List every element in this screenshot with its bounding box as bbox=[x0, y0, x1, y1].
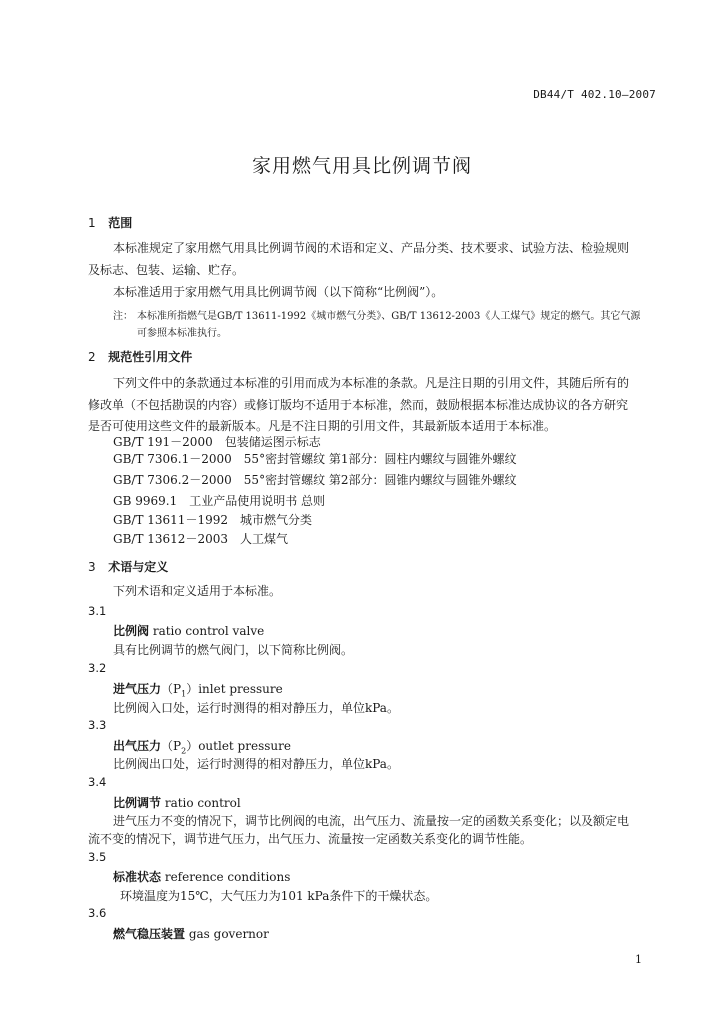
term-symbol: $(P_2)$ bbox=[161, 739, 199, 756]
term-en: reference conditions bbox=[164, 870, 291, 884]
term-cn: 出气压力 bbox=[113, 739, 162, 753]
term-definition: 进气压力不变的情况下，调节比例阀的电流，出气压力、流量按一定的函数关系变化；以及额定电 bbox=[113, 814, 630, 828]
section-2-heading bbox=[88, 348, 192, 365]
term-cn: 比例调节 bbox=[113, 796, 162, 810]
note-line: 本标准所指燃气是GB/T 13611-1992《城市燃气分类》、GB/T 13612-2003《人工煤气》规定的燃气。其它气源 bbox=[137, 311, 641, 322]
paragraph-line: 本标准适用于家用燃气用具比例调节阀（以下简称“比例阀”）。 bbox=[113, 285, 444, 299]
paragraph-line: 修改单（不包括勘误的内容）或修订版均不适用于本标准，然而，鼓励根据本标准达成协议的各方研究 bbox=[88, 398, 629, 412]
note-line: 可参照本标准执行。 bbox=[137, 328, 227, 339]
page-number: 1 bbox=[635, 953, 642, 966]
paragraph-line: 是否可使用这些文件的最新版本。凡是不注日期的引用文件，其最新版本适用于本标准。 bbox=[88, 419, 557, 433]
clause-number: 3.2 bbox=[88, 661, 107, 675]
term-cn: 燃气稳压装置 bbox=[113, 927, 186, 941]
section-number: 2 bbox=[88, 350, 96, 364]
term-line bbox=[113, 794, 241, 811]
term-en: gas governor bbox=[188, 927, 269, 941]
term-line bbox=[113, 680, 283, 698]
standard-code: DB44/T 402.10—2007 bbox=[533, 88, 656, 101]
term-line bbox=[113, 868, 290, 885]
term-en: ratio control valve bbox=[152, 624, 265, 638]
term-cn: 标准状态 bbox=[113, 870, 162, 884]
term-line bbox=[113, 737, 291, 755]
term-definition: 流不变的情况下，调节进气压力，出气压力、流量按一定函数关系变化的调节性能。 bbox=[88, 832, 533, 846]
section-1-heading bbox=[88, 214, 132, 231]
note-label: 注： bbox=[113, 311, 133, 322]
paragraph-line: 本标准规定了家用燃气用具比例调节阀的术语和定义、产品分类、技术要求、试验方法、检验规则 bbox=[113, 241, 630, 255]
section-title: 范围 bbox=[108, 216, 133, 230]
clause-number: 3.3 bbox=[88, 718, 107, 732]
section-title: 术语与定义 bbox=[108, 560, 169, 574]
term-cn: 比例阀 bbox=[113, 624, 150, 638]
reference-item: GB/T 13611－1992 城市燃气分类 bbox=[113, 513, 312, 527]
section-3-heading bbox=[88, 558, 168, 575]
document-title: 家用燃气用具比例调节阀 bbox=[251, 155, 472, 177]
term-definition: 具有比例调节的燃气阀门，以下简称比例阀。 bbox=[113, 643, 354, 657]
paragraph-line: 下列术语和定义适用于本标准。 bbox=[113, 584, 282, 598]
paragraph-line: 下列文件中的条款通过本标准的引用而成为本标准的条款。凡是注日期的引用文件，其随后所有的 bbox=[113, 376, 630, 390]
term-en: outlet pressure bbox=[198, 739, 291, 753]
term-line bbox=[113, 925, 269, 942]
term-definition: 比例阀出口处，运行时测得的相对静压力，单位kPa。 bbox=[113, 757, 399, 771]
reference-item: GB/T 191－2000 包装储运图示标志 bbox=[113, 435, 321, 449]
section-number: 1 bbox=[88, 216, 96, 230]
reference-item: GB/T 7306.2－2000 55°密封管螺纹 第2部分：圆锥内螺纹与圆锥外螺纹 bbox=[113, 473, 517, 487]
clause-number: 3.1 bbox=[88, 604, 107, 618]
term-en: inlet pressure bbox=[198, 682, 283, 696]
term-cn: 进气压力 bbox=[113, 682, 162, 696]
term-definition: 比例阀入口处，运行时测得的相对静压力，单位kPa。 bbox=[113, 701, 399, 715]
term-line bbox=[113, 622, 264, 639]
section-number: 3 bbox=[88, 560, 96, 574]
reference-item: GB 9969.1 工业产品使用说明书 总则 bbox=[113, 494, 326, 508]
clause-number: 3.4 bbox=[88, 775, 107, 789]
term-definition: 环境温度为15℃，大气压力为101 kPa条件下的干燥状态。 bbox=[120, 889, 438, 903]
section-title: 规范性引用文件 bbox=[108, 350, 193, 364]
paragraph-line: 及标志、包装、运输、贮存。 bbox=[88, 263, 245, 277]
clause-number: 3.5 bbox=[88, 850, 107, 864]
term-en: ratio control bbox=[164, 796, 241, 810]
clause-number: 3.6 bbox=[88, 906, 107, 920]
reference-item: GB/T 13612－2003 人工煤气 bbox=[113, 532, 288, 546]
reference-item: GB/T 7306.1－2000 55°密封管螺纹 第1部分：圆柱内螺纹与圆锥外螺纹 bbox=[113, 452, 517, 466]
term-symbol: $(P_1)$ bbox=[161, 682, 199, 699]
